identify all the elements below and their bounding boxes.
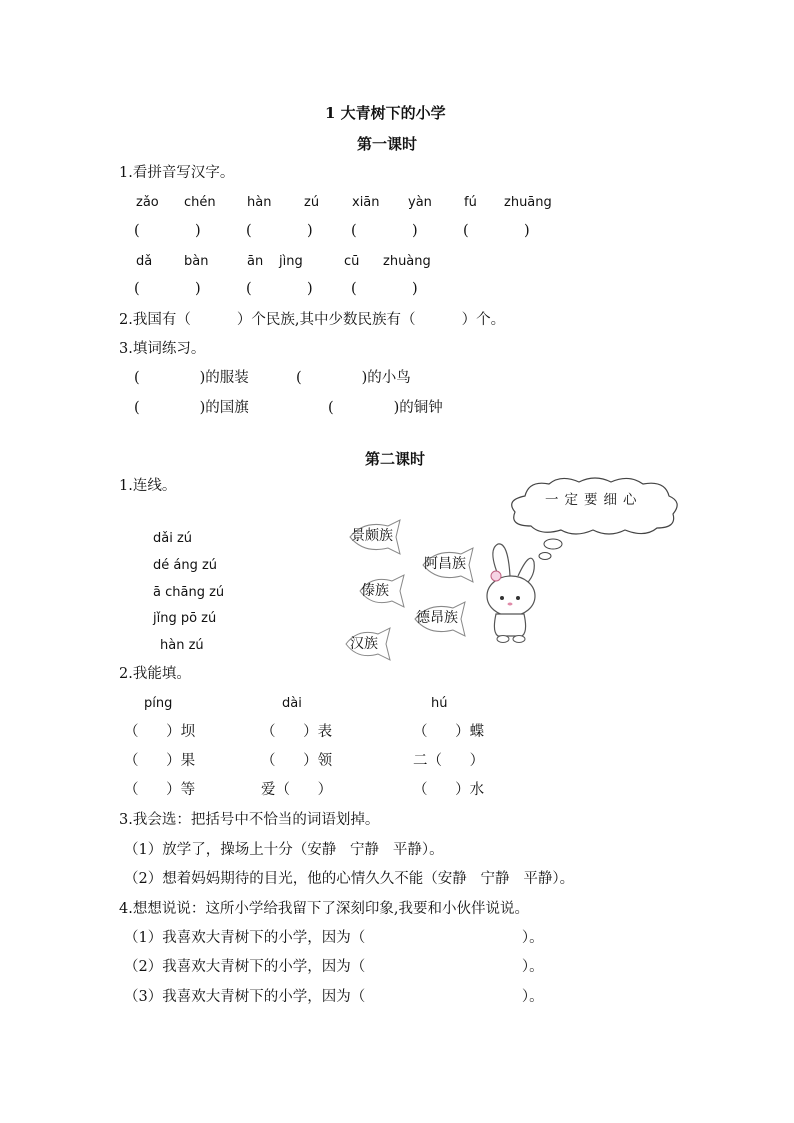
pinyin: zǎo xyxy=(136,195,159,210)
answer-blank[interactable]: ( ) xyxy=(246,223,313,239)
pinyin: fú xyxy=(464,195,477,210)
answer-line[interactable]: （1）我喜欢大青树下的小学，因为（ ）。 xyxy=(124,930,544,946)
choice-item[interactable]: （2）想着妈妈期待的目光，他的心情久久不能（安静 宁静 平静）。 xyxy=(124,871,575,887)
l1-q2: 2.我国有（ ）个民族,其中少数民族有（ ）个。 xyxy=(119,312,506,328)
l1-q3-label: 3.填词练习。 xyxy=(119,341,206,357)
answer-line[interactable]: （3）我喜欢大青树下的小学，因为（ ）。 xyxy=(124,989,544,1005)
pinyin: cū xyxy=(344,254,360,269)
pinyin: ān xyxy=(247,254,264,269)
pinyin: hàn xyxy=(247,195,272,210)
answer-blank[interactable]: ( ) xyxy=(134,281,201,297)
answer-blank[interactable]: ( ) xyxy=(351,281,418,297)
fill-item[interactable]: （ ）领 xyxy=(261,753,333,769)
fill-item[interactable]: （ ）坝 xyxy=(124,724,196,740)
pinyin: bàn xyxy=(184,254,209,269)
page-title: 1 大青树下的小学 xyxy=(325,104,446,122)
answer-blank[interactable]: ( ) xyxy=(134,223,201,239)
rabbit-illustration xyxy=(478,540,544,646)
pinyin: dài xyxy=(282,696,302,711)
pinyin: zhuāng xyxy=(504,195,552,210)
match-pinyin[interactable]: jǐng pō zú xyxy=(153,611,217,626)
fill-item[interactable]: 爱（ ） xyxy=(261,782,333,798)
fish-label[interactable]: 德昂族 xyxy=(416,610,458,626)
pinyin: zhuàng xyxy=(383,254,431,269)
l2-q3-label: 3.我会选：把括号中不恰当的词语划掉。 xyxy=(119,812,380,828)
pinyin: píng xyxy=(144,696,173,711)
l2-q1-label: 1.连线。 xyxy=(119,478,177,494)
pinyin: hú xyxy=(431,696,448,711)
pinyin: zú xyxy=(304,195,320,210)
match-pinyin[interactable]: ā chāng zú xyxy=(153,585,225,600)
lesson1-heading: 第一课时 xyxy=(357,135,418,153)
answer-blank[interactable]: ( ) xyxy=(246,281,313,297)
lesson2-heading: 第二课时 xyxy=(365,450,426,468)
match-pinyin[interactable]: dǎi zú xyxy=(153,531,193,546)
pinyin: yàn xyxy=(408,195,432,210)
fish-label[interactable]: 景颇族 xyxy=(351,528,393,544)
fill-item[interactable]: 二（ ） xyxy=(413,753,485,769)
pinyin: dǎ xyxy=(136,254,153,269)
fill-item[interactable]: ( )的铜钟 xyxy=(328,400,443,416)
pinyin: xiān xyxy=(352,195,380,210)
fish-label[interactable]: 阿昌族 xyxy=(424,556,466,572)
match-pinyin[interactable]: hàn zú xyxy=(160,638,204,653)
pinyin: jìng xyxy=(279,254,303,269)
fill-item[interactable]: （ ）蝶 xyxy=(413,724,485,740)
match-pinyin[interactable]: dé áng zú xyxy=(153,558,218,573)
answer-line[interactable]: （2）我喜欢大青树下的小学，因为（ ）。 xyxy=(124,959,544,975)
fill-item[interactable]: ( )的国旗 xyxy=(134,400,249,416)
fish-label[interactable]: 傣族 xyxy=(361,583,389,599)
choice-item[interactable]: （1）放学了，操场上十分（安静 宁静 平静）。 xyxy=(124,842,444,858)
fish-label[interactable]: 汉族 xyxy=(350,636,378,652)
fill-item[interactable]: （ ）果 xyxy=(124,753,196,769)
fill-item[interactable]: （ ）等 xyxy=(124,782,196,798)
fill-item[interactable]: （ ）水 xyxy=(413,782,485,798)
fill-item[interactable]: ( )的服装 xyxy=(134,370,249,386)
l1-q1-label: 1.看拼音写汉字。 xyxy=(119,165,235,181)
fill-item[interactable]: （ ）表 xyxy=(261,724,333,740)
answer-blank[interactable]: ( ) xyxy=(463,223,530,239)
bubble-text: 一定要细心 xyxy=(545,492,643,508)
answer-blank[interactable]: ( ) xyxy=(351,223,418,239)
fill-item[interactable]: ( )的小鸟 xyxy=(296,370,411,386)
l2-q2-label: 2.我能填。 xyxy=(119,666,191,682)
pinyin: chén xyxy=(184,195,216,210)
l2-q4-label: 4.想想说说：这所小学给我留下了深刻印象,我要和小伙伴说说。 xyxy=(119,901,529,917)
